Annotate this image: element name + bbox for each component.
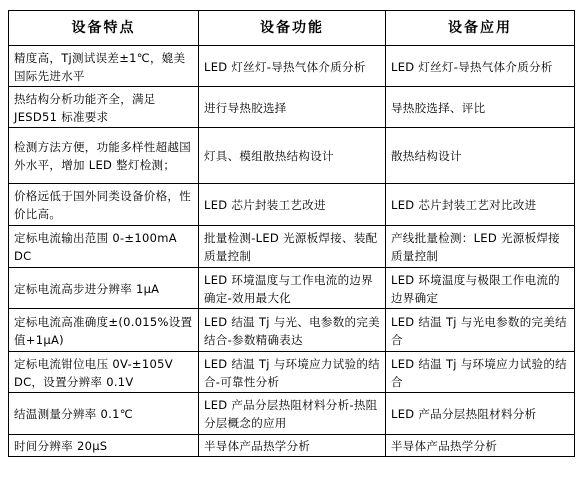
- table-cell: 检测方法方便，功能多样性超越国外水平，增加 LED 整灯检测；: [9, 128, 199, 184]
- table-cell: 批量检测-LED 光源板焊接、装配质量控制: [199, 226, 386, 268]
- table-cell: LED 芯片封装工艺对比改进: [386, 184, 575, 226]
- table-cell: 精度高，Tj测试误差±1℃，媲美国际先进水平: [9, 46, 199, 87]
- table-cell: 定标电流高准确度±(0.015%设置值+1μA): [9, 309, 199, 352]
- header-applications: 设备应用: [386, 11, 575, 46]
- spec-table-container: [8, 10, 574, 472]
- table-row: [9, 46, 575, 87]
- equipment-spec-table: [8, 10, 575, 457]
- table-cell: 灯具、模组散热结构设计: [199, 128, 386, 184]
- table-cell: LED 结温 Tj 与环境应力试验的结合-可靠性分析: [199, 352, 386, 393]
- table-cell: LED 环境温度与极限工作电流的边界确定: [386, 268, 575, 309]
- table-cell: 价格远低于国外同类设备价格，性价比高。: [9, 184, 199, 226]
- table-row: [9, 184, 575, 226]
- table-cell: LED 结温 Tj 与光、电参数的完美结合-参数精确表达: [199, 309, 386, 352]
- table-cell: LED 结温 Tj 与环境应力试验的结合: [386, 352, 575, 393]
- table-cell: 热结构分析功能齐全，满足JESD51 标准要求: [9, 87, 199, 128]
- table-cell: LED 环境温度与工作电流的边界确定-效用最大化: [199, 268, 386, 309]
- table-cell: LED 灯丝灯-导热气体介质分析: [199, 46, 386, 87]
- header-features: 设备特点: [9, 11, 199, 46]
- table-cell: 半导体产品热学分析: [386, 435, 575, 457]
- table-row: [9, 128, 575, 184]
- table-header-row: [9, 11, 575, 46]
- table-cell: LED 产品分层热阻材料分析-热阻分层概念的应用: [199, 393, 386, 435]
- table-row: [9, 87, 575, 128]
- table-row: [9, 435, 575, 457]
- table-cell: 结温测量分辨率 0.1℃: [9, 393, 199, 435]
- table-cell: 定标电流输出范围 0-±100mA DC: [9, 226, 199, 268]
- table-row: [9, 393, 575, 435]
- table-cell: LED 产品分层热阻材料分析: [386, 393, 575, 435]
- table-cell: 定标电流钳位电压 0V-±105V DC，设置分辨率 0.1V: [9, 352, 199, 393]
- table-row: [9, 226, 575, 268]
- table-cell: 定标电流高步进分辨率 1μA: [9, 268, 199, 309]
- table-cell: LED 灯丝灯-导热气体介质分析: [386, 46, 575, 87]
- header-functions: 设备功能: [199, 11, 386, 46]
- table-cell: 半导体产品热学分析: [199, 435, 386, 457]
- table-row: [9, 309, 575, 352]
- table-cell: LED 结温 Tj 与光电参数的完美结合: [386, 309, 575, 352]
- table-cell: 时间分辨率 20μS: [9, 435, 199, 457]
- table-cell: 进行导热胶选择: [199, 87, 386, 128]
- table-row: [9, 268, 575, 309]
- table-cell: LED 芯片封装工艺改进: [199, 184, 386, 226]
- table-cell: 导热胶选择、评比: [386, 87, 575, 128]
- table-row: [9, 352, 575, 393]
- table-cell: 散热结构设计: [386, 128, 575, 184]
- table-cell: 产线批量检测：LED 光源板焊接质量控制: [386, 226, 575, 268]
